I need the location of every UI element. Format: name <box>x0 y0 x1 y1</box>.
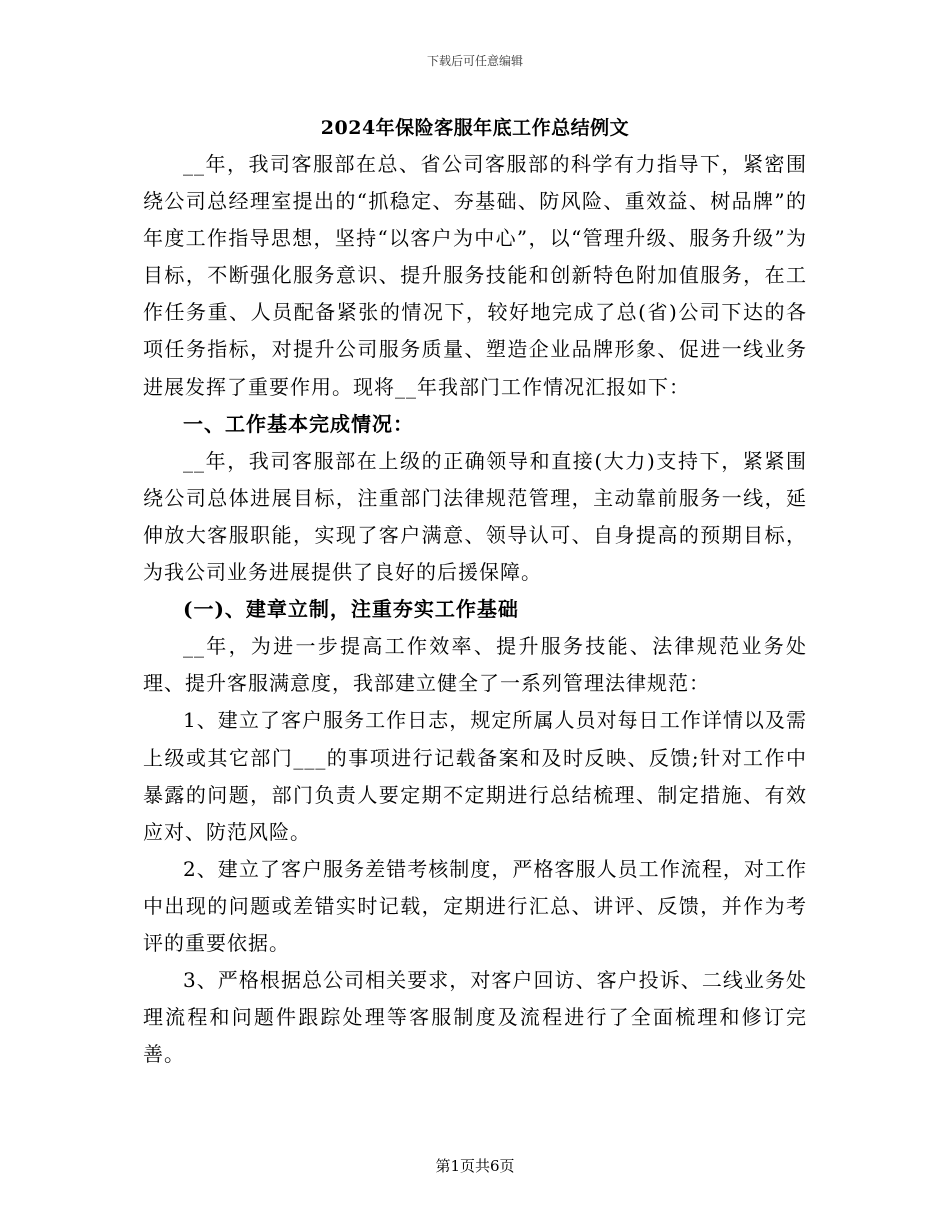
page-number: 第1页共6页 <box>435 1157 515 1175</box>
list-item-2: 2、建立了客户服务差错考核制度，严格客服人员工作流程，对工作中出现的问题或差错实时记载，定期进行汇总、讲评、反馈，并作为考评的重要依据。 <box>143 856 807 955</box>
header-note: 下载后可任意编辑 <box>426 54 523 68</box>
list-item-1: 1、建立了客户服务工作日志，规定所属人员对每日工作详情以及需上级或其它部门___的事项进行记载备案和及时反映、反馈;针对工作中暴露的问题，部门负责人要定期不定期进行总结梳理、制定措施、有效应对、防范风险。 <box>143 708 807 844</box>
paragraph-intro: __年，我司客服部在总、省公司客服部的科学有力指导下，紧密围绕公司总经理室提出的“抓稳定、夯基础、防风险、重效益、树品牌”的年度工作指导思想，坚持“以客户为中心”，以“管理升级、服务升级”为目标，不断强化服务意识、提升服务技能和创新特色附加值服务，在工作任务重、人员配备紧张的情况下，较好地完成了总(省)公司下达的各项任务指标，对提升公司服务质量、塑造企业品牌形象、促进一线业务进展发挥了重要作用。现将__年我部门工作情况汇报如下： <box>143 152 807 399</box>
list-item-3: 3、严格根据总公司相关要求，对客户回访、客户投诉、二线业务处理流程和问题件跟踪处理等客服制度及流程进行了全面梳理和修订完善。 <box>143 968 807 1067</box>
subsection-heading-1: (一)、建章立制，注重夯实工作基础 <box>183 597 519 622</box>
section-heading-1: 一、工作基本完成情况： <box>183 411 414 436</box>
paragraph-regulations: __年，为进一步提高工作效率、提升服务技能、法律规范业务处理、提升客服满意度，我部建立健全了一系列管理法律规范： <box>143 634 807 696</box>
paragraph-overview: __年，我司客服部在上级的正确领导和直接(大力)支持下，紧紧围绕公司总体进展目标，注重部门法律规范管理，主动靠前服务一线，延伸放大客服职能，实现了客户满意、领导认可、自身提高的预期目标，为我公司业务进展提供了良好的后援保障。 <box>143 448 807 585</box>
document-title: 2024年保险客服年底工作总结例文 <box>320 117 630 139</box>
document-body <box>143 146 807 1073</box>
